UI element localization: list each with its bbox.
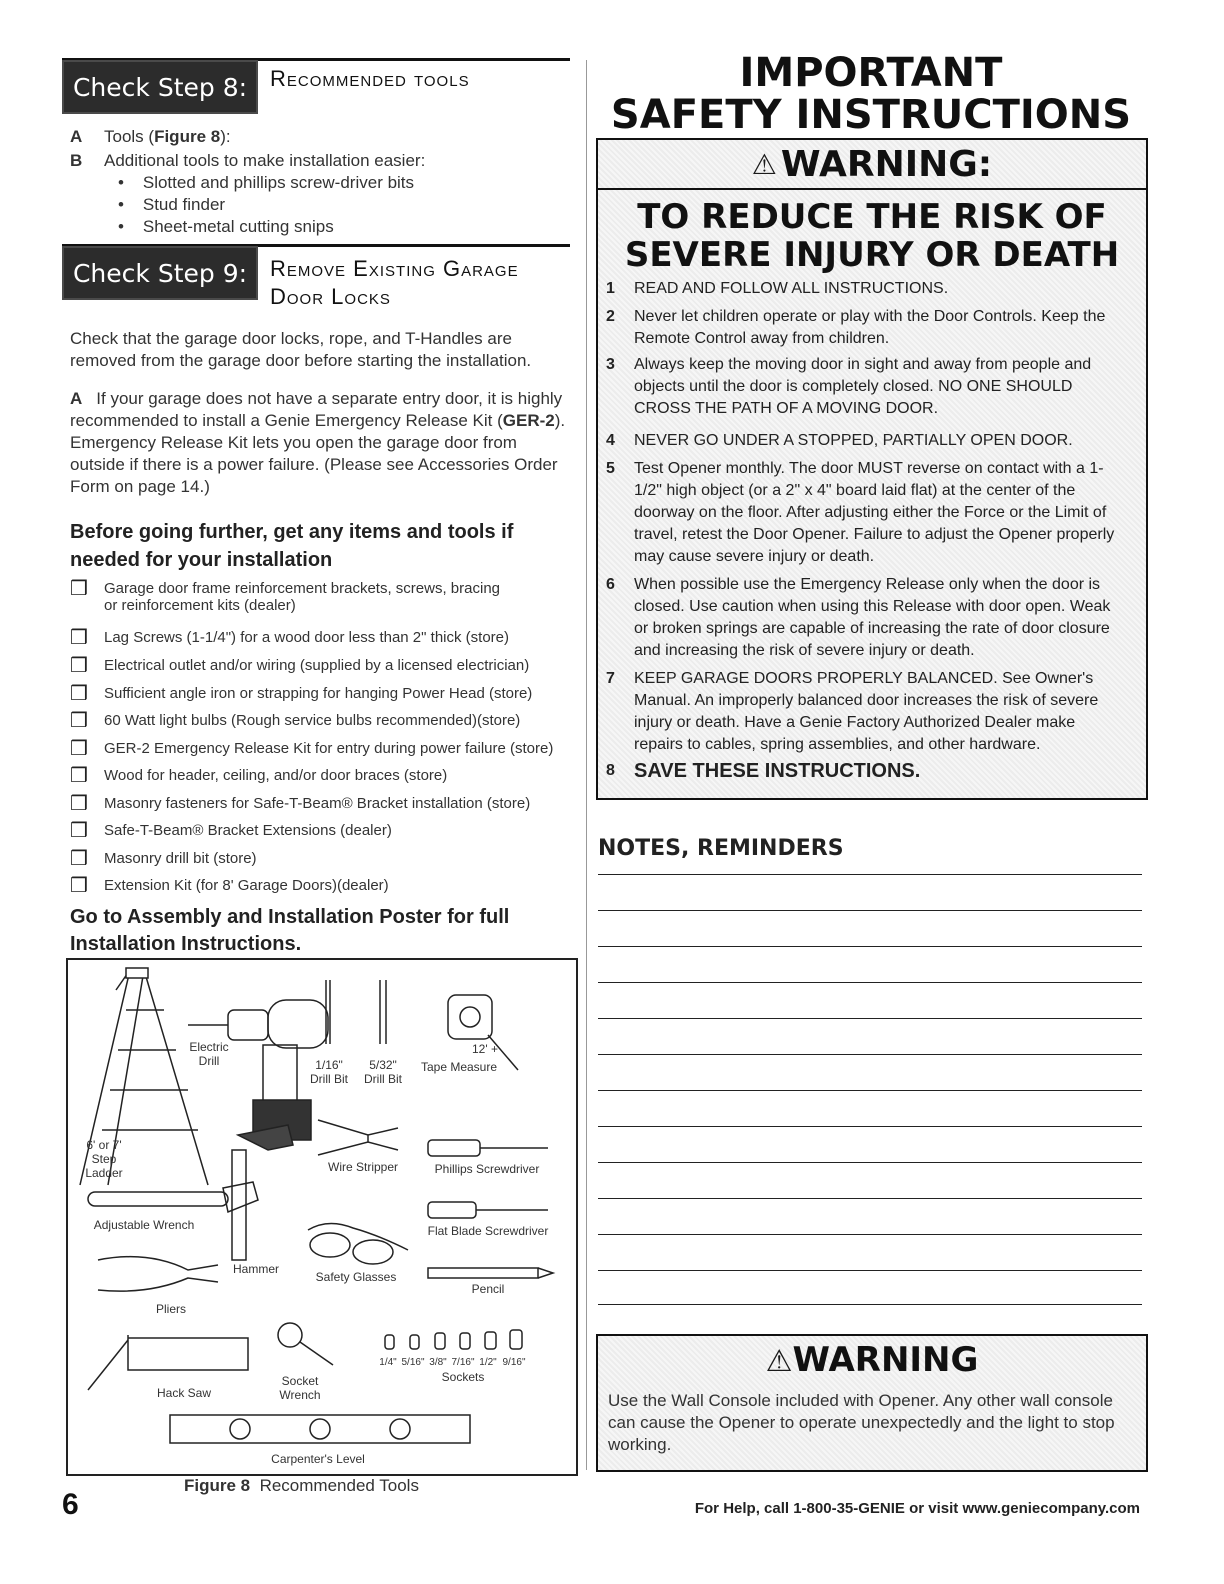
safety-item-save [606,760,1124,782]
checklist-text: Wood for header, ceiling, and/or door braces (store) [104,767,448,784]
socket-size-label: 3/8" [429,1357,447,1368]
checklist-text: Masonry fasteners for Safe-T-Beam® Bracket installation (store) [104,795,531,812]
note-line[interactable] [598,874,1142,875]
safety-item [606,458,1124,568]
figure-caption-ref: Figure 8 [184,1476,251,1495]
socket-size-label: 1/2" [479,1357,497,1368]
step9-title-line2: Door Locks [270,284,391,309]
safety-warning-box [596,138,1148,800]
note-line[interactable] [598,1198,1142,1199]
step8-item-a-end: ): [220,127,231,146]
checklist-item [70,740,553,758]
safety-item-text: Test Opener monthly. The door MUST reverse on contact with a 1-1/2" high object (or a 2" x 4" board laid flat) at the center of the doorway on the floor. After adjusting either the Force or the Limit of travel, retest the Door Opener. Failure to adjust the Opener properly may cause severe injury or death. [634,460,1115,565]
checkbox-icon: ❒ [70,765,88,787]
hacksaw-icon [88,1335,248,1390]
note-line[interactable] [598,1270,1142,1271]
checklist-item [70,850,257,868]
step9-item-a-letter: A [70,389,83,408]
checklist-text-cont: or reinforcement kits (dealer) [104,597,296,614]
checklist-item [70,877,389,895]
step8-item-b [70,150,425,172]
figure-caption-text: Recommended Tools [259,1476,419,1495]
step-ladder-label: 6' or 7' Step Ladder [85,1138,123,1180]
note-line[interactable] [598,946,1142,947]
checkbox-icon: ❒ [70,875,88,897]
hacksaw-label: Hack Saw [156,1386,212,1400]
safety-item-text: When possible use the Emergency Release only when the door is closed. Use caution when using this Release with door open. Weak or broken springs are capable of increasing the rate of door closure and increasing the risk of severe injury or death. [634,576,1111,659]
safety-glasses-icon [308,1223,408,1264]
checklist-text: Lag Screws (1-1/4") for a wood door less than 2" thick (store) [104,629,509,646]
checkbox-icon: ❒ [70,793,88,815]
note-line[interactable] [598,1162,1142,1163]
safety-title [596,52,1146,136]
page-number: 6 [62,1488,79,1521]
sockets-icon [385,1330,522,1349]
sockets-label: Sockets [441,1370,485,1384]
checkbox-icon: ❒ [70,710,88,732]
checklist-item [70,795,530,813]
step9-item-a-part2: ). Emergency Release Kit lets you open the garage door from outside if there is a power failure. (Please see Accessories Order Form on page 14.) [70,411,566,496]
goto-heading: Go to Assembly and Installation Poster for full Installation Instructions. [70,906,510,955]
column-divider [586,60,587,1470]
before-heading: Before going further, get any items and tools if needed for your installation [70,521,514,571]
step9-intro: Check that the garage door locks, rope, and T-Handles are removed from the garage door before starting the installation. [70,329,532,370]
safety-item-number: 6 [606,576,615,593]
safety-item-number: 1 [606,280,615,297]
step8-title: Recommended tools [270,66,470,91]
hammer-icon [232,1125,293,1260]
wire-stripper-icon [318,1120,398,1155]
note-line[interactable] [598,910,1142,911]
tools-figure [66,958,578,1476]
phillips-screwdriver-label: Phillips Screwdriver [434,1162,540,1176]
safety-item-number: 2 [606,308,615,325]
wall-console-warning-box [596,1334,1148,1472]
safety-item [606,354,1124,420]
note-line[interactable] [598,1234,1142,1235]
socket-size-label: 7/16" [451,1357,475,1368]
safety-item-number: 8 [606,762,615,779]
step9-item-a-code: GER-2 [502,411,555,430]
footer-help: For Help, call 1-800-35-GENIE or visit www.geniecompany.com [694,1500,1140,1517]
tape-measure-label: Tape Measure [420,1060,498,1074]
safety-item-text: READ AND FOLLOW ALL INSTRUCTIONS. [634,280,949,297]
checklist-text: Electrical outlet and/or wiring (supplied by a licensed electrician) [104,657,530,674]
warning-label: WARNING: [780,143,993,185]
warning-triangle-icon: ⚠ [751,148,777,180]
socket-wrench-label: Socket Wrench [279,1374,321,1402]
note-line[interactable] [598,1018,1142,1019]
checkbox-icon: ❒ [70,683,88,705]
checklist-text: Sufficient angle iron or strapping for hanging Power Head (store) [104,685,533,702]
step9-item-a-part1: If your garage does not have a separate entry door, it is highly recommended to install a Genie Emergency Release Kit ( [70,389,563,430]
note-line[interactable] [598,1090,1142,1091]
drill-bit-2-label: 5/32" Drill Bit [364,1058,402,1086]
step8-bullet-text: Slotted and phillips screw-driver bits [142,173,415,192]
step8-bullet: • Slotted and phillips screw-driver bits [118,173,415,192]
checklist-text: Safe-T-Beam® Bracket Extensions (dealer) [104,822,392,839]
safety-item [606,278,1124,300]
step8-item-b-letter: B [70,151,83,170]
note-line[interactable] [598,1054,1142,1055]
figure-caption [184,1476,419,1496]
step8-item-a-letter: A [70,127,83,146]
safety-item-number: 5 [606,460,615,477]
tape-measure-icon [448,995,518,1070]
checklist-text: 60 Watt light bulbs (Rough service bulbs recommended)(store) [104,712,521,729]
note-line[interactable] [598,1304,1142,1305]
hammer-label: Hammer [232,1262,279,1276]
checkbox-icon: ❒ [70,655,88,677]
checkbox-icon: ❒ [70,738,88,760]
checklist-text: Extension Kit (for 8' Garage Doors)(dealer) [104,877,389,894]
checklist-text: Garage door frame reinforcement brackets, screws, bracing [104,580,500,597]
drill-bits-icon [326,980,386,1044]
step8-item-b-text: Additional tools to make installation easier: [104,151,426,170]
safety-item-number: 3 [606,356,615,373]
checklist-item [70,685,532,703]
checklist-item [70,822,392,840]
step8-item-a-text: Tools ( [104,127,155,146]
checkbox-icon: ❒ [70,820,88,842]
step8-badge: Check Step 8: [62,60,258,114]
pencil-icon [428,1268,553,1278]
step9-badge: Check Step 9: [62,246,258,300]
step8-item-a [70,126,231,148]
safety-item-text: KEEP GARAGE DOORS PROPERLY BALANCED. See Owner's Manual. An improperly balanced door increases the risk of severe injury or death. Have a Genie Factory Authorized Dealer make repairs to cables, spring assemblies, and other hardware. [634,670,1099,753]
safety-item [606,574,1124,662]
flat-blade-screwdriver-label: Flat Blade Screwdriver [427,1224,549,1238]
wire-stripper-label: Wire Stripper [328,1160,399,1174]
step8-bullet: • Sheet-metal cutting snips [118,217,334,236]
warning2-text: Use the Wall Console included with Opener. Any other wall console can cause the Opener to operate unexpectedly and the light to stop working. [608,1391,1115,1454]
checkbox-icon: ❒ [70,627,88,649]
warning2-header [598,1340,1146,1380]
warning-subhead-line2: SEVERE INJURY OR DEATH [624,235,1120,275]
adjustable-wrench-label: Adjustable Wrench [93,1218,195,1232]
electric-drill-label: Electric Drill [189,1040,229,1068]
safety-item-text: Never let children operate or play with the Door Controls. Keep the Remote Control away from children. [634,308,1106,347]
checklist-item [70,657,529,675]
pliers-label: Pliers [155,1302,186,1316]
step9-item-a [70,388,570,498]
safety-title-line1: IMPORTANT [739,50,1003,96]
checklist-item [70,580,500,614]
step8-bullet-text: Stud finder [142,195,226,214]
safety-title-line2: SAFETY INSTRUCTIONS [610,92,1132,138]
checkbox-icon: ❒ [70,578,88,600]
socket-size-label: 1/4" [379,1357,397,1368]
carpenters-level-label: Carpenter's Level [271,1452,365,1466]
notes-heading: NOTES, REMINDERS [598,836,844,861]
safety-item [606,668,1124,756]
safety-glasses-label: Safety Glasses [315,1270,397,1284]
pliers-icon [98,1257,218,1291]
checklist-text: GER-2 Emergency Release Kit for entry during power failure (store) [104,740,554,757]
safety-item-number: 4 [606,432,615,449]
flat-blade-screwdriver-icon [428,1202,548,1218]
safety-item-text: Always keep the moving door in sight and away from people and objects until the door is completely closed. NO ONE SHOULD CROSS THE PATH OF A MOVING DOOR. [634,356,1092,417]
warning2-label: WARNING [792,1340,979,1380]
carpenters-level-icon [170,1415,470,1443]
safety-item [606,430,1124,452]
checklist-item [70,629,509,647]
checklist-item [70,712,520,730]
checkbox-icon: ❒ [70,848,88,870]
checklist-text: Masonry drill bit (store) [104,850,257,867]
note-line[interactable] [598,982,1142,983]
warning-subhead [598,198,1146,274]
warning-header [598,140,1146,190]
step8-item-a-ref: Figure 8 [154,127,221,146]
step8-bullet-text: Sheet-metal cutting snips [142,217,334,236]
checklist-item [70,767,447,785]
note-line[interactable] [598,1126,1142,1127]
socket-wrench-icon [278,1323,333,1365]
safety-item [606,306,1124,350]
drill-bit-1-label: 1/16" Drill Bit [310,1058,348,1086]
step9-title-line1: Remove Existing Garage [270,256,519,281]
phillips-screwdriver-icon [428,1140,548,1156]
socket-size-label: 9/16" [502,1357,526,1368]
warning-subhead-line1: TO REDUCE THE RISK OF [637,197,1107,237]
warning-triangle-icon: ⚠ [765,1345,793,1378]
safety-item-text: SAVE THESE INSTRUCTIONS. [634,760,921,782]
pencil-label: Pencil [471,1282,505,1296]
tape-size-label: 12' + [472,1042,498,1056]
socket-size-label: 5/16" [401,1357,425,1368]
step8-bullet: • Stud finder [118,195,226,214]
safety-item-number: 7 [606,670,615,687]
safety-item-text: NEVER GO UNDER A STOPPED, PARTIALLY OPEN DOOR. [634,432,1073,449]
